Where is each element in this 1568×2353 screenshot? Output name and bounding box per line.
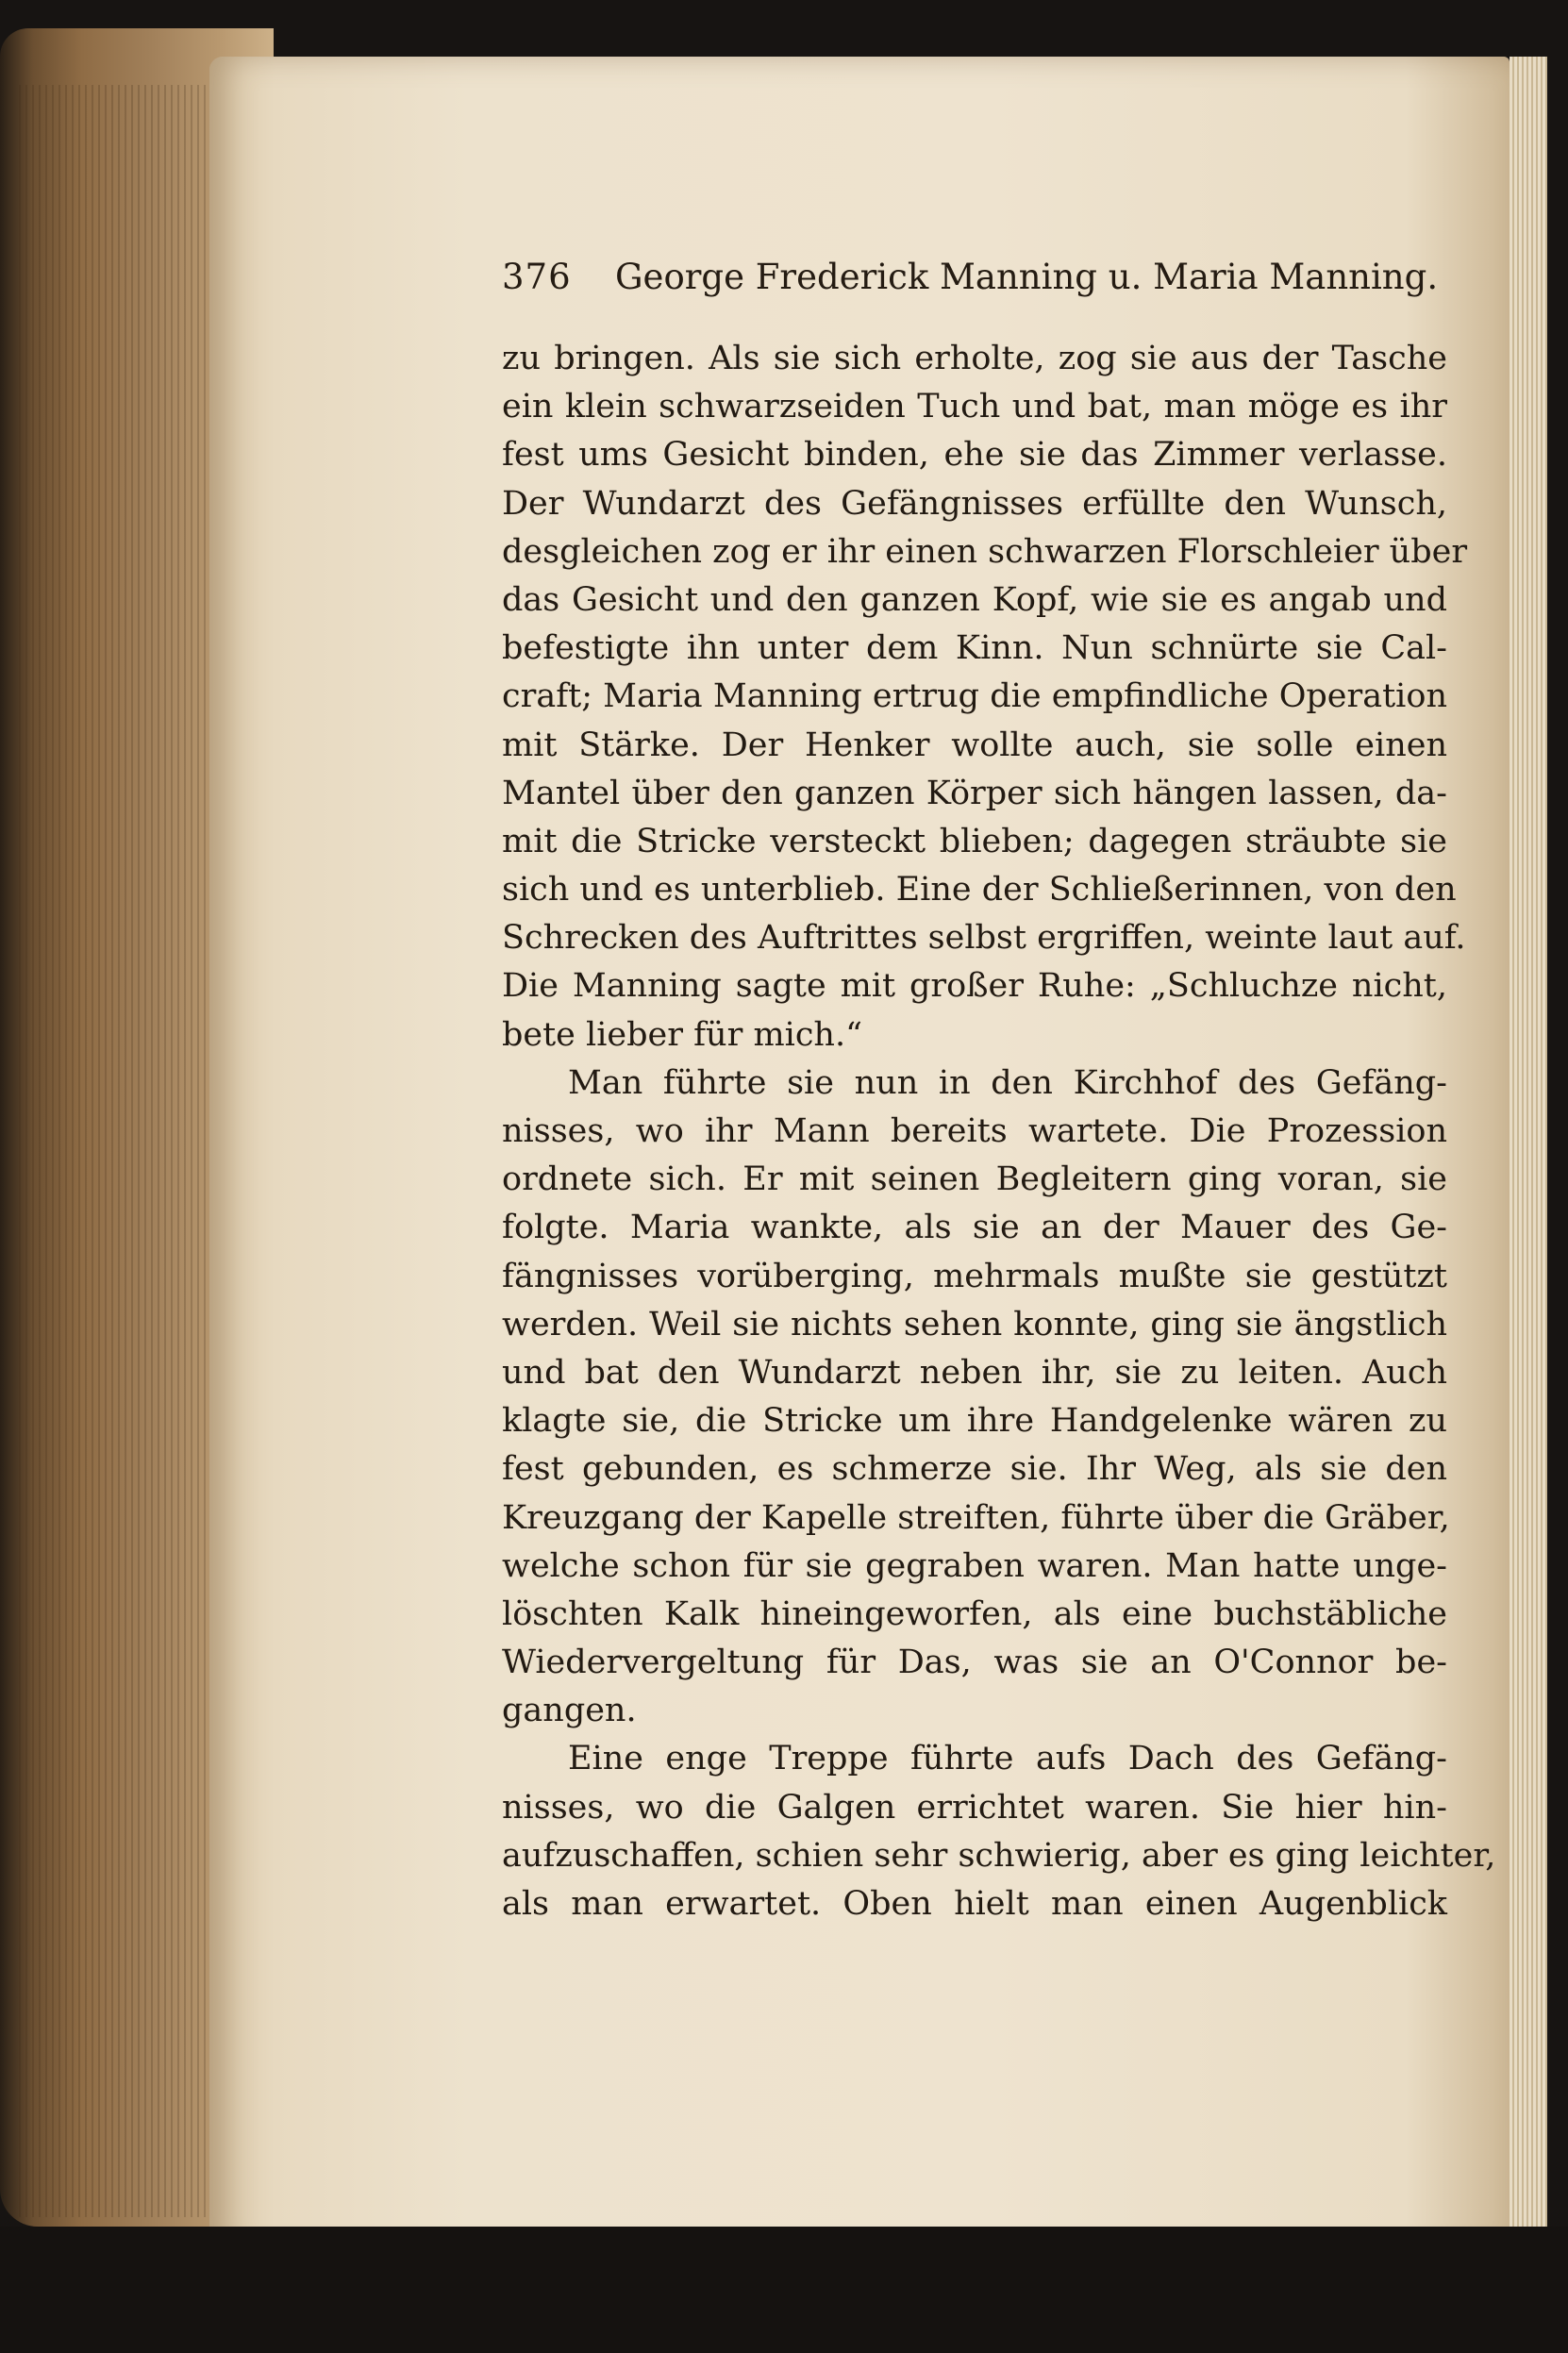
- text-line: löschten Kalk hineingeworfen, als eine buchstäbliche: [502, 1594, 1447, 1633]
- text-line: Kreuzgang der Kapelle streiften, führte über die Gräber,: [502, 1498, 1450, 1537]
- text-line: werden. Weil sie nichts sehen konnte, ging sie ängstlich: [502, 1305, 1447, 1343]
- text-line: bete lieber für mich.“: [502, 1015, 862, 1054]
- text-line: sich und es unterblieb. Eine der Schließerinnen, von den: [502, 871, 1457, 909]
- text-line: nisses, wo ihr Mann bereits wartete. Die Prozession: [502, 1112, 1447, 1150]
- running-title: George Frederick Manning u. Maria Manning.: [615, 257, 1439, 297]
- body-text: [502, 335, 1496, 1928]
- text-line: desgleichen zog er ihr einen schwarzen Florschleier über: [502, 532, 1468, 571]
- text-line: mit die Stricke versteckt blieben; dagegen sträubte sie: [502, 822, 1447, 860]
- right-page-edges: [1510, 57, 1547, 2245]
- text-line: mit Stärke. Der Henker wollte auch, sie solle einen: [502, 726, 1447, 764]
- text-line: ordnete sich. Er mit seinen Begleitern ging voran, sie: [502, 1160, 1447, 1199]
- text-line: aufzuschaffen, schien sehr schwierig, aber es ging leichter,: [502, 1836, 1496, 1875]
- text-line: Eine enge Treppe führte aufs Dach des Gefäng-: [568, 1740, 1447, 1778]
- text-line: und bat den Wundarzt neben ihr, sie zu leiten. Auch: [502, 1353, 1447, 1392]
- text-line: nisses, wo die Galgen errichtet waren. Sie hier hin-: [502, 1788, 1447, 1827]
- text-line: befestigte ihn unter dem Kinn. Nun schnürte sie Cal-: [502, 629, 1447, 668]
- text-line: Die Manning sagte mit großer Ruhe: „Schluchze nicht,: [502, 967, 1447, 1006]
- page-header: [502, 257, 1439, 309]
- text-line: fest gebunden, es schmerze sie. Ihr Weg, als sie den: [502, 1450, 1447, 1489]
- text-line: Wiedervergeltung für Das, was sie an O'Connor be-: [502, 1644, 1447, 1682]
- text-line: Man führte sie nun in den Kirchhof des Gefäng-: [568, 1063, 1447, 1102]
- page-number: 376: [502, 257, 572, 297]
- text-line: welche schon für sie gegraben waren. Man hatte unge-: [502, 1546, 1447, 1585]
- text-line: Der Wundarzt des Gefängnisses erfüllte den Wunsch,: [502, 484, 1447, 523]
- text-line: das Gesicht und den ganzen Kopf, wie sie es angab und: [502, 580, 1447, 619]
- text-line: fest ums Gesicht binden, ehe sie das Zimmer verlasse.: [502, 436, 1447, 475]
- text-line: klagte sie, die Stricke um ihre Handgelenke wären zu: [502, 1402, 1447, 1441]
- text-line: gangen.: [502, 1692, 637, 1730]
- text-line: craft; Maria Manning ertrug die empfindliche Operation: [502, 677, 1447, 716]
- text-line: folgte. Maria wankte, als sie an der Mauer des Ge-: [502, 1209, 1447, 1247]
- text-line: zu bringen. Als sie sich erholte, zog sie aus der Tasche: [502, 340, 1447, 377]
- text-line: ein klein schwarzseiden Tuch und bat, man möge es ihr: [502, 388, 1447, 426]
- text-line: Mantel über den ganzen Körper sich hängen lassen, da-: [502, 774, 1447, 812]
- text-line: fängnisses vorüberging, mehrmals mußte sie gestützt: [502, 1257, 1447, 1295]
- text-line: als man erwartet. Oben hielt man einen Augenblick: [502, 1885, 1447, 1923]
- scan-background: [0, 2227, 1568, 2353]
- text-line: Schrecken des Auftrittes selbst ergriffen, weinte laut auf.: [502, 919, 1466, 958]
